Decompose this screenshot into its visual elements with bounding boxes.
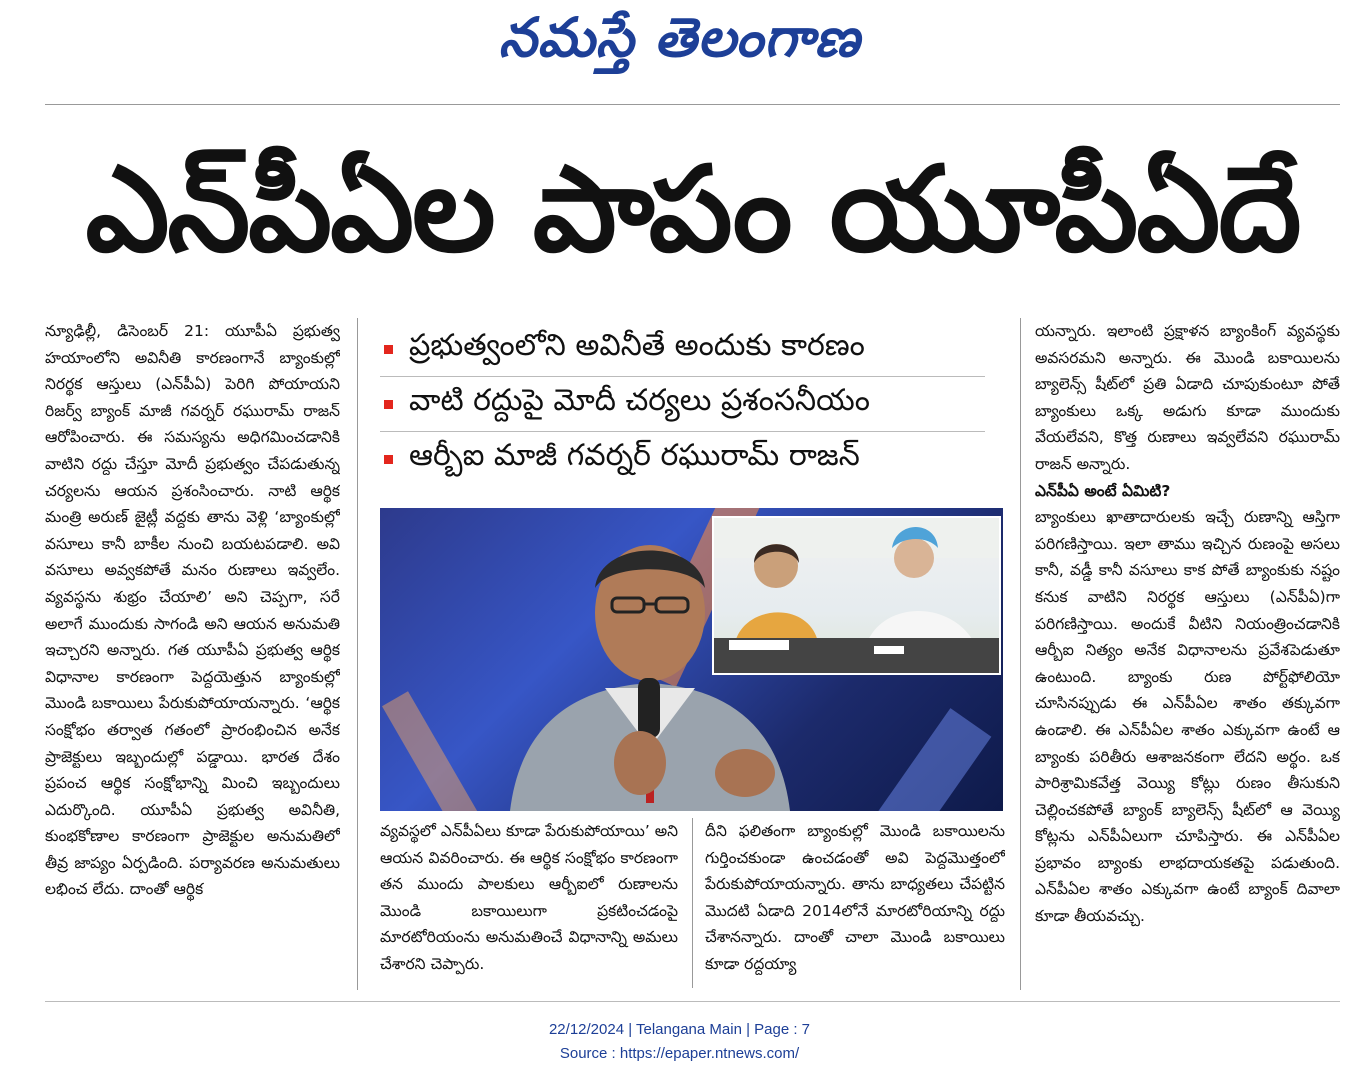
column-divider (357, 318, 358, 990)
bullet-points (380, 322, 985, 486)
footer-source: Source : https://epaper.ntnews.com/ (559, 1045, 800, 1062)
column-divider (692, 818, 693, 988)
bullet-marker-icon (384, 400, 393, 409)
bullet-item (380, 377, 985, 432)
masthead-logo: నమస్తే తెలంగాణ (498, 6, 861, 69)
headline: ఎన్‌పీఏల పాపం యూపీఏదే (85, 140, 1300, 278)
article-text-right: యన్నారు. ఇలాంటి ప్రక్షాళన బ్యాంకింగ్ వ్యవస్థకు అవసరమని అన్నారు. ఈ మొండి బకాయిలను బ్యాలెన్స్ షీట్‌లో ప్రతి ఏడాది చూపుకుంటూ పోతే బ్యాంకులు ఒక్క అడుగు కూడా ముందుకు వేయలేవని, కొత్త రుణాలు ఇవ్వలేవని రఘురామ్ రాజన్ అన్నారు. (1035, 322, 1340, 473)
article-column-mid-right (705, 818, 1005, 988)
article-column-right (1035, 318, 1340, 988)
bullet-item (380, 432, 985, 486)
sidebar-text: బ్యాంకులు ఖాతాదారులకు ఇచ్చే రుణాన్ని ఆస్తిగా పరిగణిస్తాయి. ఇలా తాము ఇచ్చిన రుణంపై అసలు కానీ, వడ్డీ కానీ వసూలు కాక పోతే బ్యాంకుకు నష్టం కనుక వాటిని నిరర్థక ఆస్తులు (ఎన్‌పీఏ)గా పరిగణిస్తాయి. అందుకే వీటిని నియంత్రించడానికి ఆర్బీఐ నిత్యం అనేక విధానాలను ప్రవేశపెడుతూ ఉంటుంది. బ్యాంకు రుణ పోర్ట్‌ఫోలియో చూసినప్పుడు ఈ ఎన్‌పీఏల శాతం తక్కువగా ఉండాలి. ఈ ఎన్‌పీఏల శాతం ఎక్కువగా ఉంటే ఆ బ్యాంకు పరితీరు ఆశాజనకంగా లేదని అర్థం. ఒక పారిశ్రామికవేత్త వెయ్యి కోట్లు రుణం తీసుకుని చెల్లించకపోతే బ్యాంక్ బ్యాలెన్స్ షీట్‌లో ఆ వెయ్యి కోట్లను ఎన్‌పీఏలుగా చూపిస్తారు. ఈ ఎన్‌పీఏల ప్రభావం బ్యాంకు లాభదాయకతపై పడుతుంది. ఎన్‌పీఏల శాతం ఎక్కువగా ఉంటే బ్యాంక్ దివాలా కూడా తీయవచ్చు. (1035, 508, 1340, 926)
bullet-text: ప్రభుత్వంలోని అవినీతే అందుకు కారణం (409, 328, 865, 363)
masthead (0, 0, 1359, 80)
top-divider (45, 104, 1340, 105)
bullet-text: వాటి రద్దుపై మోదీ చర్యలు ప్రశంసనీయం (409, 383, 870, 418)
article-text-mid-right: దీని ఫలితంగా బ్యాంకుల్లో మొండి బకాయిలను గుర్తించకుండా ఉంచడంతో అవి పెద్దమొత్తంలో పేరుకుపోయాయన్నారు. తాను బాధ్యతలు చేపట్టిన మొదటి ఏడాది 2014లోనే మారటోరియాన్ని రద్దు చేశానన్నారు. దాంతో చాలా మొండి బకాయిలు కూడా రద్దయ్యా (705, 822, 1005, 973)
footer-date-page: 22/12/2024 | Telangana Main | Page : 7 (548, 1021, 811, 1038)
article-text-left: న్యూఢిల్లీ, డిసెంబర్ 21: యూపీఏ ప్రభుత్వ హయాంలోని అవినీతి కారణంగానే బ్యాంకుల్లో నిరర్థక ఆస్తులు (ఎన్‌పీఏ) పెరిగి పోయాయని రిజర్వ్ బ్యాంక్ మాజీ గవర్నర్ రఘురామ్ రాజన్ ఆరోపించారు. ఈ సమస్యను అధిగమించడానికి వాటిని రద్దు చేస్తూ మోదీ ప్రభుత్వం చేపడుతున్న చర్యలను ఆయన ప్రశంసించారు. నాటి ఆర్థిక మంత్రి అరుణ్ జైట్లీ వద్దకు తాను వెళ్లి ‘బ్యాంకుల్లో వసూలు కానీ బాకీల నుంచి బయటపడాలి. అవి వసూలు అవ్వకపోతే మనం రుణాలు ఇవ్వలేం. వ్యవస్థను శుభ్రం చేయాలి’ అని చెప్పగా, సరే అలాగే ముందుకు సాగండి అని ఆయన అనుమతి ఇచ్చారని అన్నారు. గత యూపీఏ ప్రభుత్వ ఆర్థిక విధానాల కారణంగా పెద్దయెత్తున బ్యాంకుల్లో మొండి బకాయిలు పేరుకుపోయాయన్నారు. ‘ఆర్థిక సంక్షోభం తర్వాత గతంలో ప్రారంభించిన అనేక ప్రాజెక్టులు ఇబ్బందుల్లో పడ్డాయి. భారత దేశం ప్రపంచ ఆర్థిక సంక్షోభాన్ని మించి ఇబ్బందులు ఎదుర్కొంది. యూపీఏ ప్రభుత్వ అవినీతి, కుంభకోణాల కారణంగా ప్రాజెక్టుల అనుమతిలో తీవ్ర జాప్యం ఏర్పడింది. పర్యావరణ అనుమతులు లభించ లేదు. దాంతో ఆర్థిక (45, 322, 340, 899)
bullet-text: ఆర్బీఐ మాజీ గవర్నర్ రఘురామ్ రాజన్ (409, 438, 860, 473)
footer (0, 1018, 1359, 1066)
sidebar-subheading: ఎన్‌పీఏ అంటే ఏమిటి? (1035, 481, 1171, 500)
bullet-item (380, 322, 985, 377)
bottom-divider (45, 1001, 1340, 1002)
column-divider (1020, 318, 1021, 990)
article-text-mid-left: వ్యవస్థలో ఎన్‌పీఏలు కూడా పేరుకుపోయాయి’ అని ఆయన వివరించారు. ఈ ఆర్థిక సంక్షోభం కారణంగా తన ముందు పాలకులు ఆర్బీఐలో రుణాలను మొండి బకాయిలుగా ప్రకటించడంపై మారటోరియంను అనుమతించే విధానాన్ని అమలు చేశారని చెప్పారు. (380, 822, 678, 973)
bullet-marker-icon (384, 455, 393, 464)
inset-figures (714, 518, 999, 673)
inset-photo (712, 516, 1001, 675)
bullet-marker-icon (384, 345, 393, 354)
article-column-mid-left (380, 818, 678, 988)
article-column-left (45, 318, 340, 992)
